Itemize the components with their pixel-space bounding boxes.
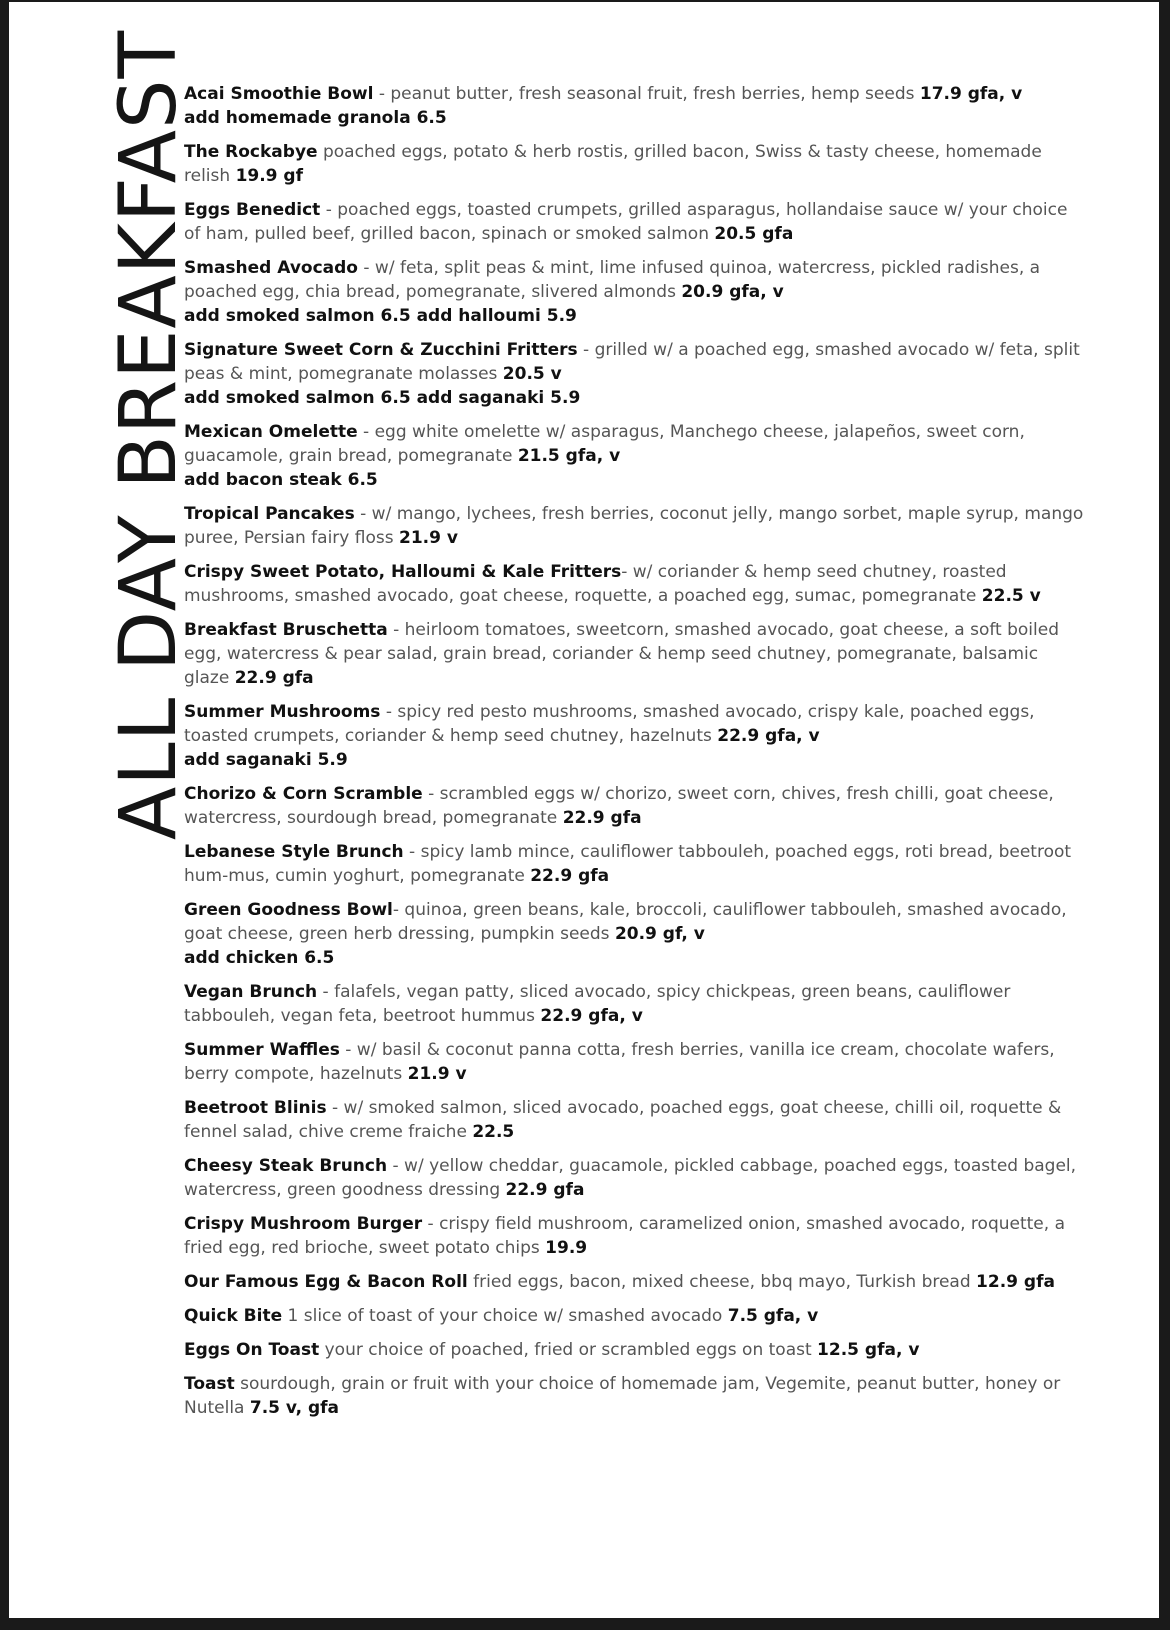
menu-item (184, 502, 1084, 550)
menu-item (184, 840, 1084, 888)
menu-item (184, 338, 1084, 410)
menu-item (184, 1154, 1084, 1202)
menu-item-text (184, 898, 1084, 946)
menu-item-name: Acai Smoothie Bowl (184, 84, 374, 104)
menu-item-name: Tropical Pancakes (184, 504, 355, 524)
menu-item-name: Crispy Mushroom Burger (184, 1214, 423, 1234)
menu-item-description: - grilled w/ a poached egg, smashed avocado w/ feta, split peas & mint, pomegranate molasses (184, 340, 1080, 384)
menu-item (184, 256, 1084, 328)
menu-item-addon: add smoked salmon 6.5 add halloumi 5.9 (184, 306, 577, 326)
menu-item (184, 898, 1084, 970)
menu-item-text (184, 1304, 1084, 1328)
menu-item-text (184, 1338, 1084, 1362)
menu-item (184, 1096, 1084, 1144)
menu-item-price: 21.5 gfa, v (517, 446, 621, 466)
menu-item-description: - spicy red pesto mushrooms, smashed avocado, crispy kale, poached eggs, toasted crumpets, coriander & hemp seed chutney, hazelnuts (184, 702, 1035, 746)
menu-item-price: 22.9 gfa (505, 1180, 585, 1200)
menu-item-price: 22.9 gfa, v (717, 726, 820, 746)
menu-item-addon: add homemade granola 6.5 (184, 108, 447, 128)
menu-item-description: - w/ yellow cheddar, guacamole, pickled cabbage, poached eggs, toasted bagel, watercress, green goodness dressing (184, 1156, 1077, 1200)
menu-item-description: - quinoa, green beans, kale, broccoli, cauliflower tabbouleh, smashed avocado, goat cheese, green herb dressing, pumpkin seeds (184, 900, 1067, 944)
menu-title: ALL DAY BREAKFAST (104, 29, 194, 841)
menu-item-name: Eggs On Toast (184, 1340, 320, 1360)
menu-item-price: 20.5 v (502, 364, 562, 384)
menu-item (184, 980, 1084, 1028)
menu-item-text (184, 82, 1084, 106)
menu-item-text (184, 1096, 1084, 1144)
menu-item-name: Toast (184, 1374, 235, 1394)
menu-item-name: The Rockabye (184, 142, 318, 162)
menu-item-description: - spicy lamb mince, cauliflower tabbouleh, poached eggs, roti bread, beetroot hum-mus, cumin yoghurt, pomegranate (184, 842, 1072, 886)
menu-item-description: - peanut butter, fresh seasonal fruit, fresh berries, hemp seeds (373, 84, 920, 104)
menu-item-text (184, 782, 1084, 830)
menu-item-price: 17.9 gfa, v (919, 84, 1023, 104)
menu-item (184, 560, 1084, 608)
menu-item-price: 22.9 gfa (562, 808, 642, 828)
menu-item-addon: add chicken 6.5 (184, 948, 335, 968)
menu-item-description: - w/ basil & coconut panna cotta, fresh berries, vanilla ice cream, chocolate wafers, berry compote, hazelnuts (184, 1040, 1055, 1084)
menu-item-name: Summer Waffles (184, 1040, 340, 1060)
menu-item-addon: add smoked salmon 6.5 add saganaki 5.9 (184, 388, 581, 408)
menu-item-name: Signature Sweet Corn & Zucchini Fritters (184, 340, 578, 360)
menu-item (184, 1338, 1084, 1362)
menu-item-name: Eggs Benedict (184, 200, 321, 220)
menu-item-price: 22.9 gfa (234, 668, 314, 688)
menu-item-addon: add bacon steak 6.5 (184, 470, 378, 490)
menu-item (184, 140, 1084, 188)
menu-item-text (184, 560, 1084, 608)
menu-item-price: 22.9 gfa (530, 866, 610, 886)
menu-item-text (184, 1212, 1084, 1260)
menu-item-description: poached eggs, potato & herb rostis, grilled bacon, Swiss & tasty cheese, homemade relish (184, 142, 1042, 186)
menu-item-price: 20.9 gfa, v (681, 282, 784, 302)
menu-item-price: 19.9 gf (235, 166, 303, 186)
menu-item-price: 20.5 gfa (714, 224, 794, 244)
menu-item (184, 1270, 1084, 1294)
menu-item-name: Lebanese Style Brunch (184, 842, 404, 862)
menu-item-text (184, 502, 1084, 550)
menu-item-price: 12.9 gfa (976, 1272, 1055, 1292)
menu-item-description: - egg white omelette w/ asparagus, Manchego cheese, jalapeños, sweet corn, guacamole, grain bread, pomegranate (184, 422, 1025, 466)
menu-item-name: Vegan Brunch (184, 982, 318, 1002)
menu-item-description: - heirloom tomatoes, sweetcorn, smashed avocado, goat cheese, a soft boiled egg, watercress & pear salad, grain bread, coriander & hemp seed chutney, pomegranate, balsamic glaze (184, 620, 1059, 688)
menu-item-text (184, 980, 1084, 1028)
menu-item-text (184, 140, 1084, 188)
menu-item-text (184, 338, 1084, 386)
menu-item-description: - falafels, vegan patty, sliced avocado, spicy chickpeas, green beans, cauliflower tabbouleh, vegan feta, beetroot hummus (184, 982, 1011, 1026)
menu-item-price: 12.5 gfa, v (817, 1340, 920, 1360)
menu-item (184, 420, 1084, 492)
menu-item-price: 7.5 v, gfa (249, 1398, 340, 1418)
menu-item-text (184, 1038, 1084, 1086)
menu-item-price: 22.5 (472, 1122, 515, 1142)
menu-item-description: - scrambled eggs w/ chorizo, sweet corn, chives, fresh chilli, goat cheese, watercress, sourdough bread, pomegranate (184, 784, 1054, 828)
menu-item-description: - w/ smoked salmon, sliced avocado, poached eggs, goat cheese, chilli oil, roquette & fennel salad, chive creme fraiche (184, 1098, 1062, 1142)
menu-item-price: 20.9 gf, v (614, 924, 705, 944)
menu-item (184, 198, 1084, 246)
menu-item-text (184, 618, 1084, 690)
menu-page (9, 2, 1159, 1618)
menu-item-text (184, 840, 1084, 888)
menu-item-text (184, 1154, 1084, 1202)
menu-item (184, 1038, 1084, 1086)
menu-item-price: 19.9 (545, 1238, 588, 1258)
menu-item-price: 7.5 gfa, v (727, 1306, 819, 1326)
menu-item-price: 21.9 v (398, 528, 458, 548)
menu-item-description: - w/ mango, lychees, fresh berries, coconut jelly, mango sorbet, maple syrup, mango puree, Persian fairy floss (184, 504, 1084, 548)
menu-item (184, 782, 1084, 830)
menu-list (184, 82, 1084, 1430)
menu-item-price: 22.9 gfa, v (540, 1006, 643, 1026)
menu-item (184, 1304, 1084, 1328)
menu-item-description: 1 slice of toast of your choice w/ smashed avocado (282, 1306, 728, 1326)
menu-item (184, 1372, 1084, 1420)
menu-item-name: Crispy Sweet Potato, Halloumi & Kale Fritters (184, 562, 622, 582)
menu-item-text (184, 256, 1084, 304)
menu-item-description: fried eggs, bacon, mixed cheese, bbq mayo, Turkish bread (467, 1272, 977, 1292)
menu-item-text (184, 420, 1084, 468)
menu-item (184, 1212, 1084, 1260)
menu-item-name: Smashed Avocado (184, 258, 358, 278)
menu-item-name: Quick Bite (184, 1306, 283, 1326)
menu-item-name: Green Goodness Bowl (184, 900, 393, 920)
menu-item (184, 700, 1084, 772)
menu-item-description: - crispy field mushroom, caramelized onion, smashed avocado, roquette, a fried egg, red brioche, sweet potato chips (184, 1214, 1065, 1258)
menu-item-description: your choice of poached, fried or scrambled eggs on toast (319, 1340, 818, 1360)
menu-item-description: - poached eggs, toasted crumpets, grilled asparagus, hollandaise sauce w/ your choice of ham, pulled beef, grilled bacon, spinach or smoked salmon (184, 200, 1068, 244)
menu-item-name: Our Famous Egg & Bacon Roll (184, 1272, 468, 1292)
menu-item-name: Breakfast Bruschetta (184, 620, 388, 640)
menu-item-price: 22.5 v (981, 586, 1041, 606)
menu-item (184, 618, 1084, 690)
menu-item-text (184, 1270, 1084, 1294)
menu-item-text (184, 198, 1084, 246)
menu-item-description: - w/ feta, split peas & mint, lime infused quinoa, watercress, pickled radishes, a poached egg, chia bread, pomegranate, slivered almonds (184, 258, 1041, 302)
menu-item-description: sourdough, grain or fruit with your choice of homemade jam, Vegemite, peanut butter, honey or Nutella (184, 1374, 1061, 1418)
menu-item (184, 82, 1084, 130)
menu-item-price: 21.9 v (407, 1064, 467, 1084)
menu-item-text (184, 700, 1084, 748)
menu-item-name: Beetroot Blinis (184, 1098, 327, 1118)
menu-item-name: Mexican Omelette (184, 422, 358, 442)
menu-item-description: - w/ coriander & hemp seed chutney, roasted mushrooms, smashed avocado, goat cheese, roquette, a poached egg, sumac, pomegranate (184, 562, 1007, 606)
menu-item-name: Summer Mushrooms (184, 702, 381, 722)
menu-item-name: Chorizo & Corn Scramble (184, 784, 423, 804)
menu-item-text (184, 1372, 1084, 1420)
menu-item-addon: add saganaki 5.9 (184, 750, 348, 770)
menu-item-name: Cheesy Steak Brunch (184, 1156, 388, 1176)
